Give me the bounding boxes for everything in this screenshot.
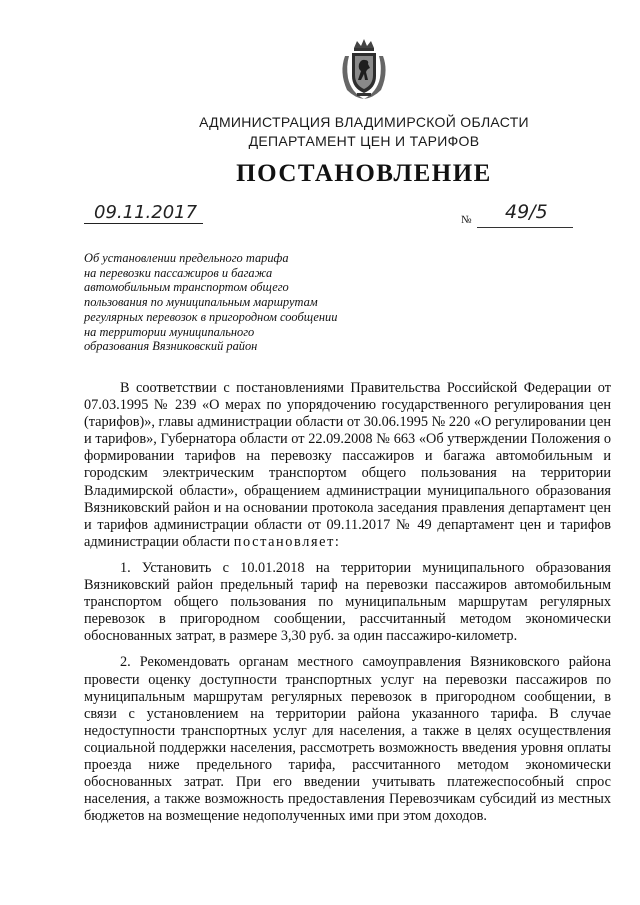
number-underline (477, 227, 573, 228)
coat-of-arms-icon (337, 38, 391, 100)
document-number-field (453, 203, 573, 231)
document-date: 09.11.2017 (84, 202, 203, 224)
subject-line: на территории муниципального (84, 324, 255, 339)
subject-line: автомобильным транспортом общего (84, 280, 289, 295)
document-subject (84, 251, 384, 354)
organization-name: АДМИНИСТРАЦИЯ ВЛАДИМИРСКОЙ ОБЛАСТИ (199, 114, 529, 130)
resolves-keyword: постановляет: (233, 533, 341, 550)
preamble-paragraph (84, 380, 611, 551)
subject-line: образования Вязниковский район (84, 339, 258, 354)
subject-line: на перевозки пассажиров и багажа (84, 265, 273, 280)
department-name: ДЕПАРТАМЕНТ ЦЕН И ТАРИФОВ (248, 133, 480, 149)
subject-line: пользования по муниципальным маршрутам (84, 295, 318, 310)
document-type-title: ПОСТАНОВЛЕНИЕ (236, 160, 492, 187)
document-number: 49/5 (505, 201, 548, 223)
number-sign-label: № (461, 214, 472, 226)
clause-1-paragraph: 1. Установить с 10.01.2018 на территории муниципального образования Вязниковский район предельный тариф на перевозки пассажиров автомобильным транспортом общего пользования по муниципальным маршрутам регулярных перевозок в пригородном сообщении, рассчитанный методом экономически обоснованных затрат, в размере 3,30 руб. за один пассажиро-километр. (84, 559, 611, 645)
document-body (84, 380, 611, 834)
subject-line: регулярных перевозок в пригородном сообщении (84, 309, 338, 324)
clause-2-paragraph: 2. Рекомендовать органам местного самоуправления Вязниковского района провести оценку доступности транспортных услуг на перевозки пассажиров по муниципальным маршрутам регулярных перевозок в пригородном сообщении, в связи с установлением на территории района указанного тарифа. В случае недоступности транспортных услуг для населения, а также в целях осуществления социальной поддержки населения, рассмотреть возможность введения уровня оплаты проезда ниже предельного тарифа, рассчитанного методом экономически обоснованных затрат. При его введении учитывать платежеспособный спрос населения, а также возможность предоставления Перевозчикам субсидий из местных бюджетов на возмещение недополученных ими при этом доходов. (84, 654, 611, 825)
preamble-text: В соответствии с постановлениями Правительства Российской Федерации от 07.03.1995 № 239 «О мерах по упорядочению государственного регулирования цен (тарифов)», главы администрации области от 30.06.1995 № 220 «О регулировании цен и тарифов», Губернатора области от 22.09.2008 № 663 «Об утверждении Положения о формировании тарифов на перевозку пассажиров и багажа автомобильным и городским электрическим транспортом общего пользования на территории Владимирской области», обращением администрации муниципального образования Вязниковский район и на основании протокола заседания правления департамент цен и тарифов администрации области от 09.11.2017 № 49 департамент цен и тарифов администрации области (84, 380, 611, 550)
subject-line: Об установлении предельного тарифа (84, 251, 289, 265)
